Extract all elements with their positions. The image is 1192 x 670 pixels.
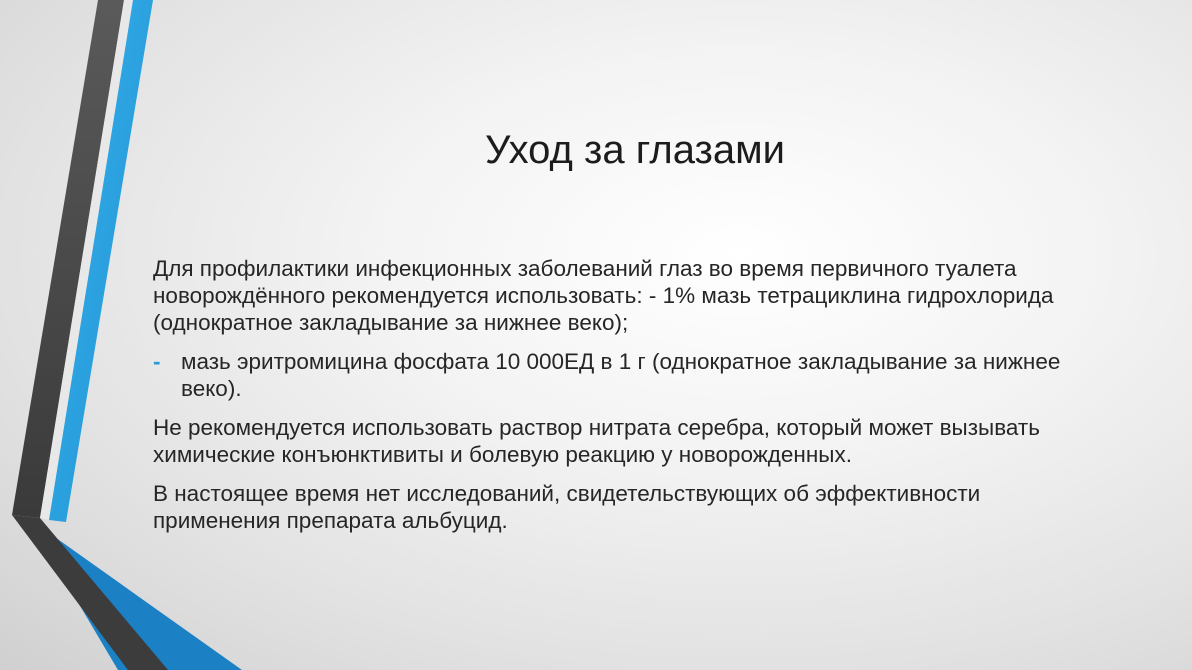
paragraph-albucid: В настоящее время нет исследований, свидетельствующих об эффективности применения препарата альбуцид. (153, 481, 981, 533)
bullet-text: мазь эритромицина фосфата 10 000ЕД в 1 г (однократное закладывание за нижнее веко). (181, 349, 1061, 401)
gray-lower-band (12, 515, 168, 670)
paragraph-prophylaxis: Для профилактики инфекционных заболеваний глаз во время первичного туалета новорождённого рекомендуется использовать: - 1% мазь тетрациклина гидрохлорида (однократное закладывание за нижнее веко); (153, 256, 1054, 335)
slide-body (153, 255, 1113, 546)
bullet-erythromycin (153, 348, 1113, 402)
slide-title: Уход за глазами (485, 128, 785, 172)
paragraph-silver-nitrate: Не рекомендуется использовать раствор нитрата серебра, который может вызывать химические конъюнктивиты и болевую реакцию у новорожденных. (153, 415, 1040, 467)
bullet-dash: - (153, 349, 161, 374)
